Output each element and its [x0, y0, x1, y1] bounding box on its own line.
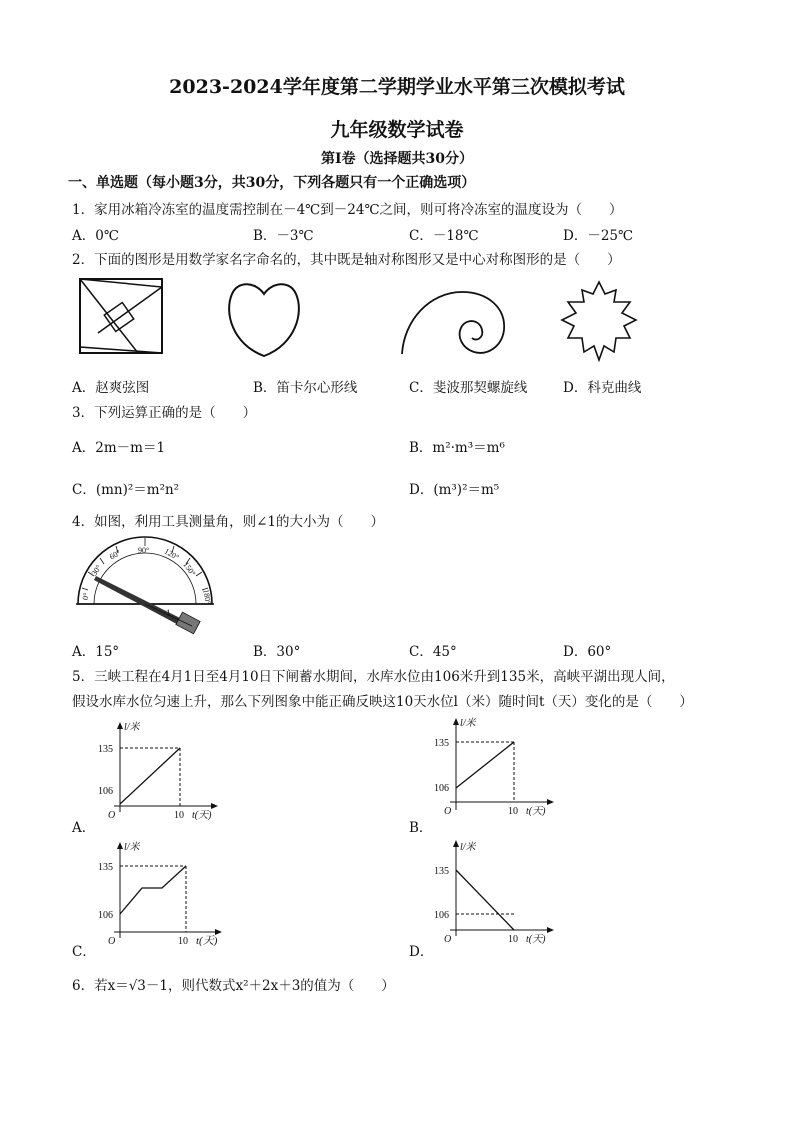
q2-option-c: C．斐波那契螺旋线	[409, 380, 528, 396]
graph-a-origin: O	[108, 810, 116, 821]
protractor-label-180: 180°	[201, 588, 213, 606]
graph-d-y-high: 135	[434, 866, 449, 877]
volume-heading: 第Ⅰ卷（选择题共30分）	[320, 151, 474, 167]
q1-option-b: B．－3℃	[253, 228, 314, 244]
q2-option-b: B．笛卡尔心形线	[253, 380, 358, 396]
graph-c-ylabel: l/米	[124, 842, 140, 853]
q5-stem-line2: 假设水库水位匀速上升，那么下列图象中能正确反映这10天水位l（米）随时间t（天）变化的是（ ）	[72, 694, 693, 710]
q4-option-a: A．15°	[72, 644, 120, 660]
q3-option-a: A．2m－m＝1	[72, 440, 166, 456]
fibonacci-spiral-diagram	[400, 290, 510, 356]
exam-subtitle: 九年级数学试卷	[330, 119, 464, 141]
q5-graph-d	[428, 838, 558, 944]
protractor-diagram	[74, 538, 216, 634]
q2-option-a: A．赵爽弦图	[72, 380, 150, 396]
section-heading: 一、单选题（每小题3分，共30分，下列各题只有一个正确选项）	[68, 175, 476, 191]
graph-a-xlabel: t(天)	[192, 810, 212, 821]
graph-d-ylabel: l/米	[460, 842, 476, 853]
graph-c-xlabel: t(天)	[196, 935, 218, 947]
graph-a-ylabel: l/米	[124, 722, 140, 733]
graph-b-x-end: 10	[508, 806, 518, 817]
exam-title: 2023-2024学年度第二学期学业水平第三次模拟考试	[169, 76, 625, 98]
protractor-label-60: 60°	[108, 548, 123, 562]
graph-d-y-low: 106	[434, 910, 449, 921]
graph-b-xlabel: t(天)	[526, 806, 546, 817]
graph-b-ylabel: l/米	[460, 718, 476, 729]
graph-b-y-high: 135	[434, 738, 449, 749]
graph-d-x-end: 10	[508, 934, 518, 945]
q1-option-a: A．0℃	[72, 228, 119, 244]
graph-b-origin: O	[444, 806, 452, 817]
q1-option-d: D．－25℃	[563, 228, 634, 244]
q1-option-c: C．－18℃	[409, 228, 479, 244]
q4-stem: 4．如图，利用工具测量角，则∠1的大小为（ ）	[72, 514, 384, 530]
graph-a-x-end: 10	[174, 810, 184, 821]
koch-snowflake-diagram	[558, 280, 640, 364]
q4-option-b: B．30°	[253, 644, 301, 660]
graph-c-y-high: 135	[98, 862, 113, 873]
q5-stem-line1: 5．三峡工程在4月1日至4月10日下闸蓄水期间，水库水位由106米升到135米，高峡平湖出现人间，	[72, 669, 675, 685]
q5-graph-b	[428, 716, 558, 818]
q3-stem: 3．下列运算正确的是（ ）	[72, 405, 257, 421]
protractor-label-150: 150°	[181, 560, 198, 578]
q4-option-c: C．45°	[409, 644, 457, 660]
protractor-label-120: 120°	[162, 546, 181, 563]
graph-c-x-end: 10	[178, 936, 188, 947]
zhaoshuang-diagram	[78, 277, 164, 355]
graph-b-y-low: 106	[434, 783, 449, 794]
q5-option-a: A．	[72, 820, 96, 836]
q5-option-b: B．	[409, 820, 433, 836]
q3-option-b: B．m²·m³＝m⁶	[409, 440, 505, 456]
q1-stem: 1．家用冰箱冷冻室的温度需控制在－4℃到－24℃之间，则可将冷冻室的温度设为（ ）	[72, 202, 623, 218]
q2-stem: 2．下面的图形是用数学家名字命名的，其中既是轴对称图形又是中心对称图形的是（ ）	[72, 252, 621, 268]
q3-option-c: C．(mn)²＝m²n²	[72, 482, 180, 498]
cardioid-diagram	[226, 278, 302, 358]
protractor-label-30: 30°	[89, 563, 104, 578]
graph-c-origin: O	[108, 936, 116, 947]
protractor-label-90: 90°	[138, 546, 150, 555]
q5-option-d: D．	[409, 944, 434, 960]
q2-option-d: D．科克曲线	[563, 380, 642, 396]
q6-stem: 6．若x＝√3－1，则代数式x²＋2x＋3的值为（ ）	[72, 978, 395, 994]
protractor-label-0: 0°	[80, 592, 91, 601]
q5-graph-c	[92, 840, 228, 946]
q5-option-c: C．	[72, 944, 96, 960]
q5-graph-a	[92, 720, 222, 820]
q3-option-d: D．(m³)²＝m⁵	[409, 482, 500, 498]
graph-d-origin: O	[444, 934, 452, 945]
graph-a-y-high: 135	[98, 744, 113, 755]
graph-a-y-low: 106	[98, 786, 113, 797]
graph-c-y-low: 106	[98, 910, 113, 921]
graph-d-xlabel: t(天)	[526, 934, 546, 945]
angle-1-label: 1	[166, 608, 171, 618]
q4-option-d: D．60°	[563, 644, 612, 660]
